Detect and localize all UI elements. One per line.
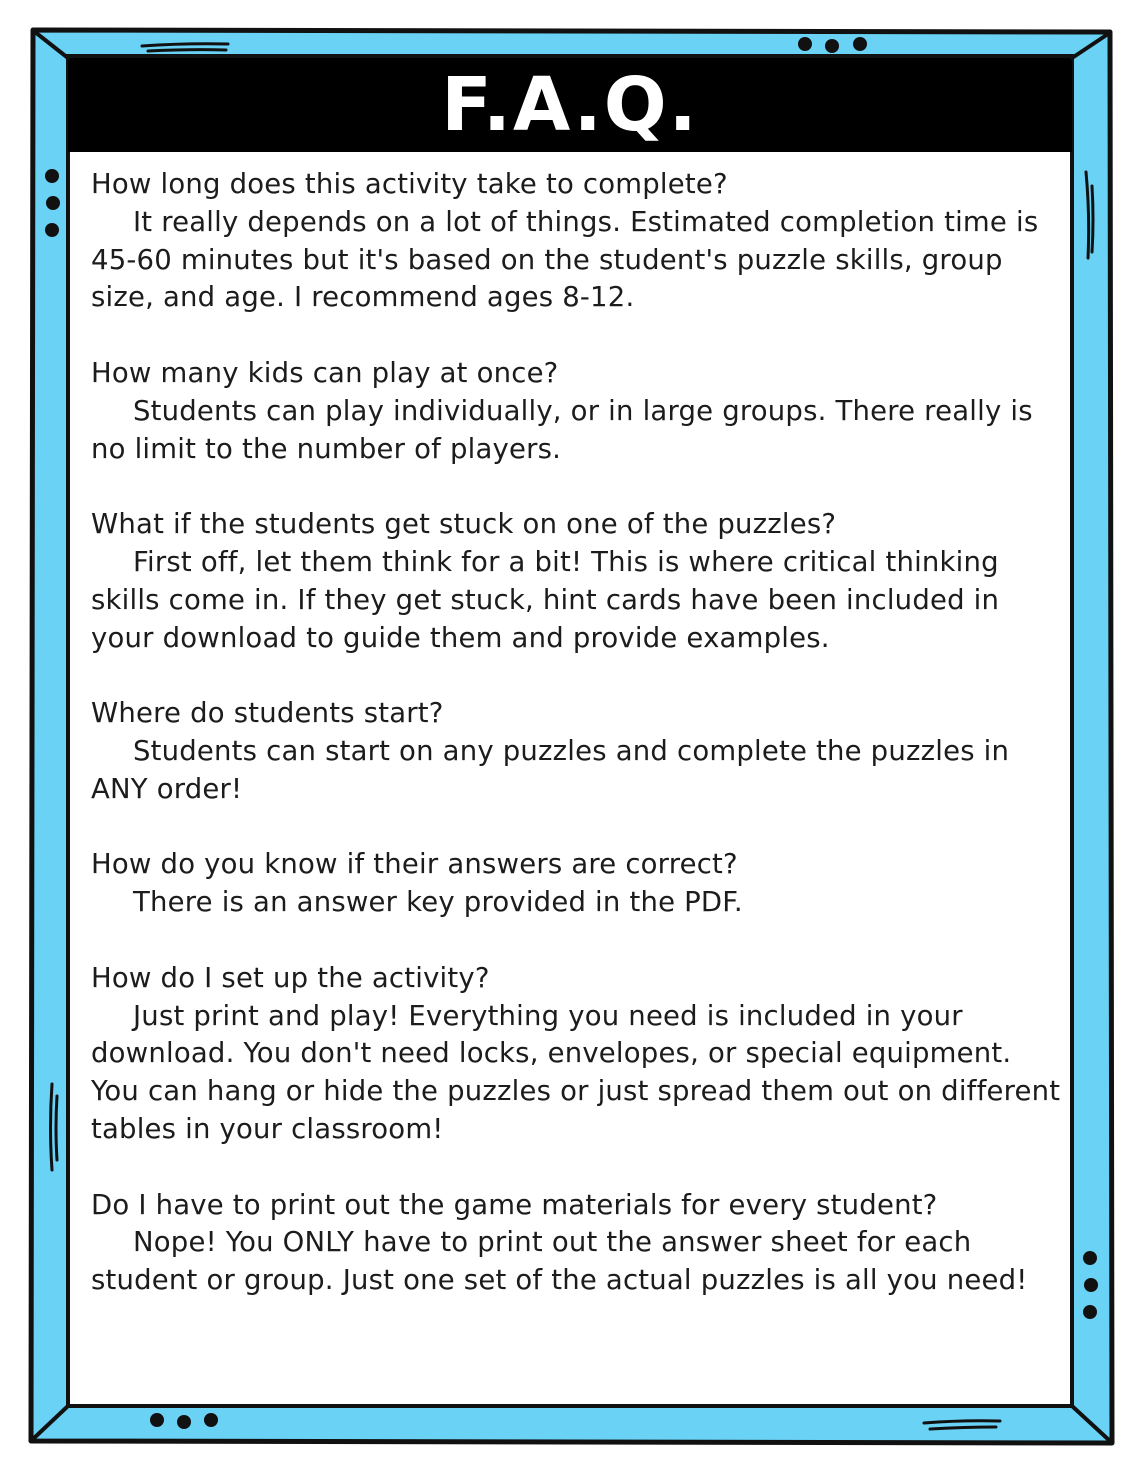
faq-question: Where do students start? bbox=[91, 697, 444, 730]
faq-item bbox=[91, 166, 1061, 317]
page-title: F.A.Q. bbox=[441, 62, 699, 148]
faq-answer: First off, let them think for a bit! This is where critical thinking skills come in. If they get stuck, hint cards have been included in your download to guide them and provide examples. bbox=[91, 545, 1000, 654]
faq-list bbox=[91, 166, 1061, 1338]
faq-answer: Students can play individually, or in large groups. There really is no limit to the number of players. bbox=[91, 394, 1033, 465]
faq-item bbox=[91, 960, 1061, 1149]
faq-question: What if the students get stuck on one of the puzzles? bbox=[91, 508, 837, 541]
faq-question: Do I have to print out the game materials for every student? bbox=[91, 1188, 938, 1221]
faq-question: How do I set up the activity? bbox=[91, 961, 490, 994]
faq-question: How do you know if their answers are correct? bbox=[91, 848, 738, 881]
faq-item bbox=[91, 1187, 1061, 1300]
faq-answer: Students can start on any puzzles and complete the puzzles in ANY order! bbox=[91, 734, 1010, 805]
faq-item bbox=[91, 695, 1061, 808]
faq-item bbox=[91, 355, 1061, 468]
faq-answer: Nope! You ONLY have to print out the answer sheet for each student or group. Just one set of the actual puzzles is all you need! bbox=[91, 1226, 1028, 1297]
faq-item bbox=[91, 506, 1061, 657]
faq-question: How many kids can play at once? bbox=[91, 356, 559, 389]
faq-answer: It really depends on a lot of things. Estimated completion time is 45-60 minutes but it's based on the student's puzzle skills, group size, and age. I recommend ages 8-12. bbox=[91, 205, 1039, 314]
faq-question: How long does this activity take to complete? bbox=[91, 168, 728, 200]
faq-answer: Just print and play! Everything you need is included in your download. You don't need locks, envelopes, or special equipment. You can hang or hide the puzzles or just spread them out on different tables in your classroom! bbox=[91, 999, 1061, 1145]
header bbox=[70, 60, 1070, 152]
faq-answer: There is an answer key provided in the PDF. bbox=[133, 886, 743, 919]
faq-item bbox=[91, 846, 1061, 922]
